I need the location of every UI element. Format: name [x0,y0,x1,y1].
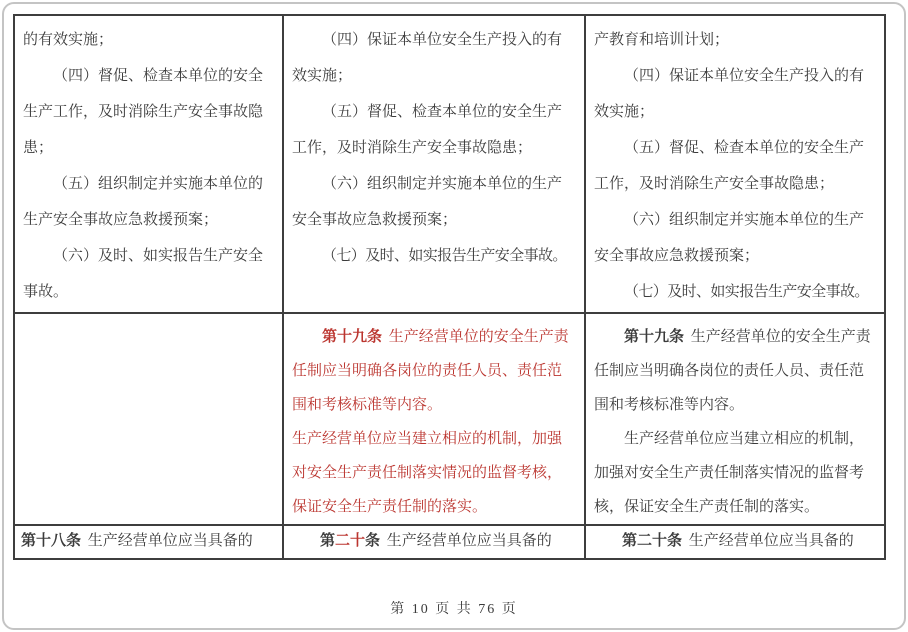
label-part: 第 [320,533,336,549]
table-row-next-article [14,525,885,559]
article-text: 生产经营单位应当具备的 [386,533,552,549]
article-text: 生产经营单位的安全生产责任制应当明确各岗位的责任人员、责任范围和考核标准等内容。 [594,329,871,413]
paragraph: （七）及时、如实报告生产安全事故。 [624,284,869,300]
cell-new-law-article-19 [585,313,885,525]
article-number-label [320,533,387,549]
paragraph: 生产经营单位应当建立相应的机制，加强对安全生产责任制落实情况的监督考核，保证安全生产责任制的落实。 [594,431,865,515]
paragraph: 的有效实施； [23,32,114,48]
cell-new-law-article-20 [585,525,885,559]
article-number-label: 第十九条 [322,329,383,345]
article-text: 生产经营单位的安全生产责任制应当明确各岗位的责任人员、责任范围和考核标准等内容。 [292,329,569,413]
page-footer [0,598,908,618]
law-comparison-table [13,14,886,560]
article-number-label: 第十八条 [21,533,82,549]
paragraph: （四）保证本单位安全生产投入的有效实施； [292,32,563,84]
page-number: 第 10 页 共 76 页 [390,602,518,617]
paragraph: （五）督促、检查本单位的安全生产工作，及时消除生产安全事故隐患； [292,104,563,156]
cell-old-law-duties [14,15,283,313]
article-number-label: 第二十条 [622,533,683,549]
paragraph: （五）组织制定并实施本单位的生产安全事故应急救援预案； [23,176,264,228]
paragraph [290,526,578,556]
article-text: 生产经营单位应当具备的 [688,533,854,549]
table-row-duties [14,15,885,313]
table-row-article-19 [14,313,885,525]
cell-old-law-empty [14,313,283,525]
paragraph [594,320,874,422]
label-part: 条 [365,533,381,549]
paragraph [21,526,276,556]
paragraph [292,320,574,422]
paragraph: 生产经营单位应当建立相应的机制，加强对安全生产责任制落实情况的监督考核，保证安全生产责任制的落实。 [292,431,563,515]
paragraph: （四）督促、检查本单位的安全生产工作，及时消除生产安全事故隐患； [23,68,264,156]
label-changed-part: 二十 [335,533,366,549]
paragraph [592,526,878,556]
paragraph: （六）组织制定并实施本单位的生产安全事故应急救援预案； [292,176,563,228]
article-number-label: 第十九条 [624,329,685,345]
paragraph: （六）及时、如实报告生产安全事故。 [23,248,264,300]
cell-draft-duties [283,15,585,313]
paragraph: （七）及时、如实报告生产安全事故。 [322,248,567,264]
cell-old-law-article-18 [14,525,283,559]
cell-new-law-duties [585,15,885,313]
paragraph: （五）督促、检查本单位的安全生产工作，及时消除生产安全事故隐患； [594,140,865,192]
cell-draft-article-19 [283,313,585,525]
cell-draft-article-20 [283,525,585,559]
paragraph: （六）组织制定并实施本单位的生产安全事故应急救援预案； [594,212,865,264]
paragraph: （四）保证本单位安全生产投入的有效实施； [594,68,865,120]
article-text: 生产经营单位应当具备的 [87,533,253,549]
paragraph: 产教育和培训计划； [594,32,730,48]
